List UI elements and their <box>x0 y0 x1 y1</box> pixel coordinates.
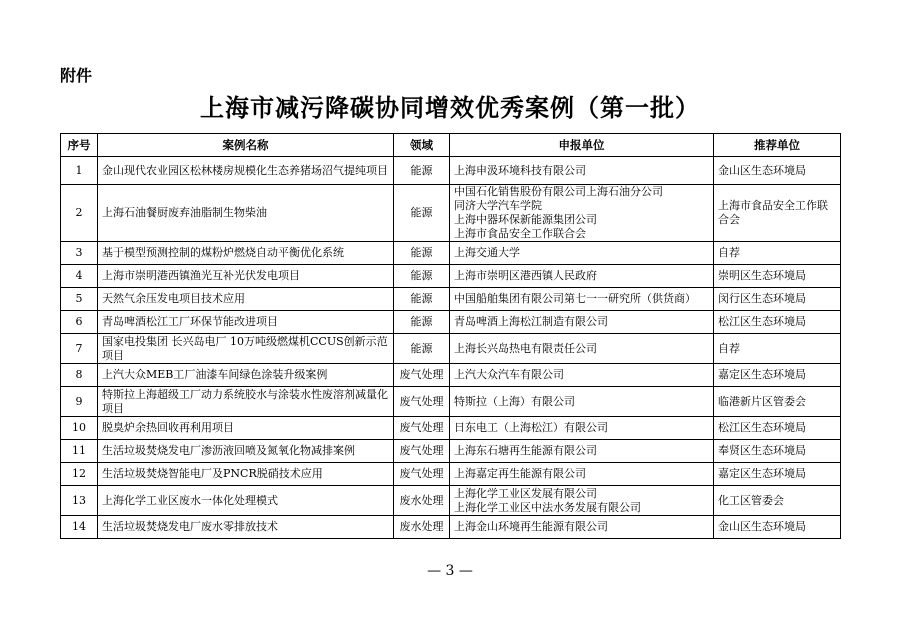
cell-no: 3 <box>61 242 98 265</box>
table-row <box>61 463 841 486</box>
table-row <box>61 387 841 417</box>
table-row <box>61 311 841 334</box>
cell-applicant: 上海申汲环境科技有限公司 <box>450 157 714 185</box>
cell-recommender: 自荐 <box>714 334 841 364</box>
cell-name: 上汽大众MEB工厂油漆车间绿色涂装升级案例 <box>98 364 394 387</box>
cell-no: 13 <box>61 486 98 516</box>
cell-recommender: 奉贤区生态环境局 <box>714 440 841 463</box>
cell-field: 能源 <box>394 242 450 265</box>
cell-applicant: 上海交通大学 <box>450 242 714 265</box>
cell-name: 天然气余压发电项目技术应用 <box>98 288 394 311</box>
cell-field: 能源 <box>394 265 450 288</box>
cell-no: 14 <box>61 516 98 539</box>
cell-recommender: 化工区管委会 <box>714 486 841 516</box>
cell-name: 特斯拉上海超级工厂动力系统胶水与涂装水性废溶剂减量化项目 <box>98 387 394 417</box>
table-row <box>61 417 841 440</box>
table-header-row <box>61 134 841 157</box>
cell-recommender: 松江区生态环境局 <box>714 417 841 440</box>
cell-applicant: 中国石化销售股份有限公司上海石油分公司 同济大学汽车学院 上海中器环保新能源集团公司 上海市食品安全工作联合会 <box>450 185 714 242</box>
cases-table <box>60 133 841 539</box>
cell-name: 金山现代农业园区松林楼房规模化生态养猪场沼气提纯项目 <box>98 157 394 185</box>
cell-applicant: 上海长兴岛热电有限责任公司 <box>450 334 714 364</box>
cell-recommender: 嘉定区生态环境局 <box>714 364 841 387</box>
cell-field: 能源 <box>394 185 450 242</box>
cell-applicant: 日东电工（上海松江）有限公司 <box>450 417 714 440</box>
table-row <box>61 288 841 311</box>
cell-name: 青岛啤酒松江工厂环保节能改进项目 <box>98 311 394 334</box>
cell-no: 6 <box>61 311 98 334</box>
cell-field: 能源 <box>394 288 450 311</box>
table-row <box>61 516 841 539</box>
cell-recommender: 金山区生态环境局 <box>714 157 841 185</box>
cell-no: 10 <box>61 417 98 440</box>
cell-no: 4 <box>61 265 98 288</box>
cell-recommender: 嘉定区生态环境局 <box>714 463 841 486</box>
cell-field: 废气处理 <box>394 417 450 440</box>
table-row <box>61 334 841 364</box>
cell-no: 7 <box>61 334 98 364</box>
cell-applicant: 上海金山环境再生能源有限公司 <box>450 516 714 539</box>
cell-field: 能源 <box>394 157 450 185</box>
cell-no: 5 <box>61 288 98 311</box>
cell-name: 生活垃圾焚烧发电厂渗沥液回喷及氮氧化物减排案例 <box>98 440 394 463</box>
cell-name: 脱臭炉余热回收再利用项目 <box>98 417 394 440</box>
cell-applicant: 上海东石塘再生能源有限公司 <box>450 440 714 463</box>
table-row <box>61 157 841 185</box>
cell-name: 生活垃圾焚烧发电厂废水零排放技术 <box>98 516 394 539</box>
table-row <box>61 364 841 387</box>
header-applicant: 申报单位 <box>450 134 714 157</box>
cell-field: 废气处理 <box>394 364 450 387</box>
cell-recommender: 松江区生态环境局 <box>714 311 841 334</box>
table-row <box>61 486 841 516</box>
cell-name: 上海化学工业区废水一体化处理模式 <box>98 486 394 516</box>
cell-field: 废气处理 <box>394 463 450 486</box>
table-row <box>61 265 841 288</box>
header-field: 领域 <box>394 134 450 157</box>
cell-applicant: 上海市崇明区港西镇人民政府 <box>450 265 714 288</box>
page-number: — 3 — <box>427 563 473 579</box>
table-row <box>61 242 841 265</box>
cell-field: 废气处理 <box>394 387 450 417</box>
cell-name: 国家电投集团 长兴岛电厂 10万吨级燃煤机CCUS创新示范项目 <box>98 334 394 364</box>
cell-field: 废水处理 <box>394 516 450 539</box>
cell-field: 能源 <box>394 334 450 364</box>
cell-recommender: 临港新片区管委会 <box>714 387 841 417</box>
cell-no: 1 <box>61 157 98 185</box>
cell-field: 废水处理 <box>394 486 450 516</box>
cell-recommender: 自荐 <box>714 242 841 265</box>
cell-name: 上海市崇明港西镇渔光互补光伏发电项目 <box>98 265 394 288</box>
cell-applicant: 特斯拉（上海）有限公司 <box>450 387 714 417</box>
header-no: 序号 <box>61 134 98 157</box>
page-title: 上海市减污降碳协同增效优秀案例（第一批） <box>200 93 700 122</box>
cell-field: 废气处理 <box>394 440 450 463</box>
cell-applicant: 中国船舶集团有限公司第七一一研究所（供货商） <box>450 288 714 311</box>
cell-no: 12 <box>61 463 98 486</box>
cell-recommender: 金山区生态环境局 <box>714 516 841 539</box>
cell-applicant: 上海嘉定再生能源有限公司 <box>450 463 714 486</box>
attachment-label: 附件 <box>60 66 93 85</box>
table-row <box>61 440 841 463</box>
header-name: 案例名称 <box>98 134 394 157</box>
header-recommender: 推荐单位 <box>714 134 841 157</box>
cell-no: 2 <box>61 185 98 242</box>
cell-applicant: 上海化学工业区发展有限公司 上海化学工业区中法水务发展有限公司 <box>450 486 714 516</box>
cell-applicant: 青岛啤酒上海松江制造有限公司 <box>450 311 714 334</box>
cell-field: 能源 <box>394 311 450 334</box>
table-row <box>61 185 841 242</box>
cell-recommender: 闵行区生态环境局 <box>714 288 841 311</box>
cell-applicant: 上汽大众汽车有限公司 <box>450 364 714 387</box>
cell-name: 生活垃圾焚烧智能电厂及PNCR脱硝技术应用 <box>98 463 394 486</box>
cell-recommender: 上海市食品安全工作联合会 <box>714 185 841 242</box>
cell-no: 9 <box>61 387 98 417</box>
cell-name: 上海石油餐厨废弃油脂制生物柴油 <box>98 185 394 242</box>
cell-no: 8 <box>61 364 98 387</box>
cell-recommender: 崇明区生态环境局 <box>714 265 841 288</box>
cell-no: 11 <box>61 440 98 463</box>
cell-name: 基于模型预测控制的煤粉炉燃烧自动平衡优化系统 <box>98 242 394 265</box>
